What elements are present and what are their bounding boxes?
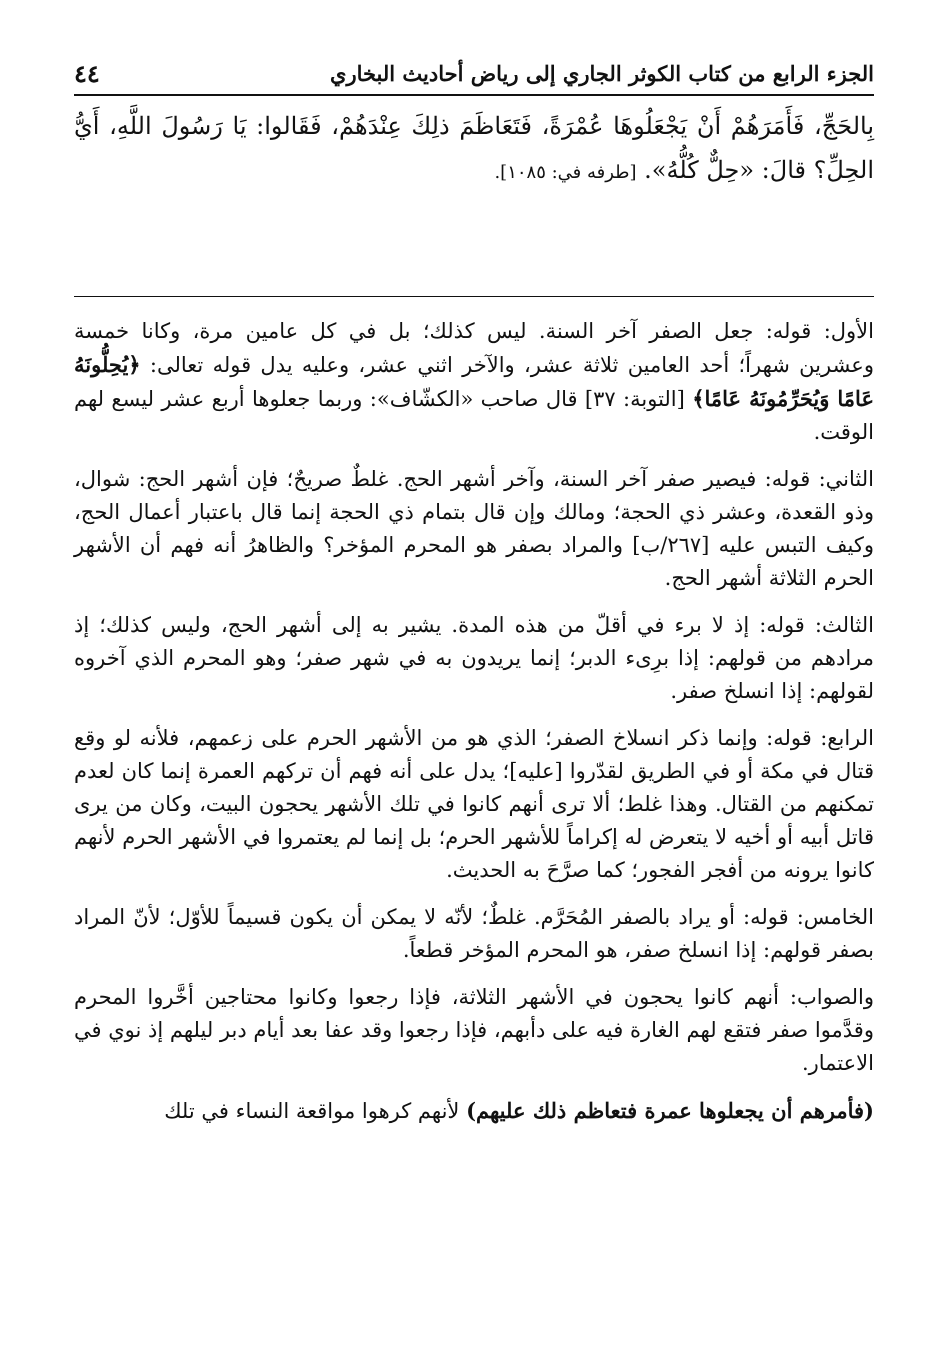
hadith-reference: [طرفه في: ١٠٨٥]. [494,162,637,183]
note-correct: والصواب: أنهم كانوا يحجون في الأشهر الثلاثة، فإذا رجعوا وكانوا محتاجين أخَّروا المحرم وقدَّموا صفر فتقع لهم الغارة فيه على دأبهم، فإذا رجعوا وقد عفا بعد أيام دبر ليلهم إذ نوي في الاعتمار. [74,985,874,1075]
quran-verse: ﴿يُحِلُّونَهُ عَامًا وَيُحَرِّمُونَهُ عَامًا﴾ [74,352,874,411]
hadith-text-block [74,104,874,195]
note-first-text-cont: [التوبة: ٣٧] قال صاحب «الكشّاف»: وربما جعلوها أربع عشر ليسع لهم الوقت. [74,387,874,444]
note-hadith-commentary [74,1094,874,1128]
note-fourth: الرابع: قوله: وإنما ذكر انسلاخ الصفر؛ الذي هو من الأشهر الحرم على زعمهم، فلأنه لو وقع قتال في مكة أو في الطريق لقدّروا [عليه]؛ يدل على أنه فهم أن تركهم العمرة إنما كان لعدم تمكنهم من القتال. وهذا غلط؛ ألا ترى أنهم كانوا في تلك الأشهر يحجون البيت، وكان من يرى قاتل أبيه أو أخيه لا يتعرض له إكراماً للأشهر الحرم؛ بل إنما لم يعتمروا في الأشهر الحرم لأنهم كانوا يرونه من أفجر الفجور؛ كما صرَّحَ به الحديث. [74,726,874,882]
note-third: الثالث: قوله: إذ لا برء في أقلّ من هذه المدة. يشير به إلى أشهر الحج، وليس كذلك؛ إذ مرادهم من قولهم: إذا برِىء الدبر؛ إنما يريدون به في شهر صفر؛ وهو المحرم الذي آخروه لقولهم: إذا انسلخ صفر. [74,613,874,703]
note-first-text: الأول: قوله: جعل الصفر آخر السنة. ليس كذلك؛ بل في كل عامين مرة، وكانا خمسة وعشرين شهراً؛ أحد العامين ثلاثة عشر، والآخر اثني عشر، وعليه يدل قوله تعالى: [74,319,874,377]
note-second: الثاني: قوله: فيصير صفر آخر السنة، وآخر أشهر الحج. غلطٌ صريحٌ؛ فإن أشهر الحج: شوال، وذو القعدة، وعشر ذي الحجة؛ ومالك وإن قال بتمام ذي الحجة إنما قال باعتبار أعمال الحج، وكيف التبس عليه [٢٦٧/ب] والمراد بصفر هو المحرم المؤخر؟ والظاهرُ أنه فهم أن الأشهر الحرم الثلاثة أشهر الحج. [74,467,874,590]
commentary-notes [74,315,874,1142]
footnote-separator [74,296,874,297]
hadith-text: بِالحَجِّ، فَأَمَرَهُمْ أَنْ يَجْعَلُوهَا عُمْرَةً، فَتَعَاظَمَ ذلِكَ عِنْدَهُمْ، فَقَالوا: يَا رَسُولَ اللَّهِ، أَيُّ الحِلِّ؟ قالَ: «حِلٌّ كُلُّهُ». [74,112,874,184]
quoted-hadith-phrase: (فأمرهم أن يجعلوها عمرة فتعاظم ذلك عليهم) [466,1098,874,1123]
note-fifth: الخامس: قوله: أو يراد بالصفر المُحَرَّم. غلطٌ؛ لأنّه لا يمكن أن يكون قسيماً للأوّل؛ لأنّ المراد بصفر قولهم: إذا انسلخ صفر، هو المحرم المؤخر قطعاً. [74,905,874,962]
page-header [74,52,874,96]
header-title: الجزء الرابع من كتاب الكوثر الجاري إلى رياض أحاديث البخاري [330,60,874,86]
commentary-continuation: لأنهم كرهوا مواقعة النساء في تلك [164,1099,460,1123]
page-number: ٤٤ [74,58,100,88]
note-first [74,315,874,449]
